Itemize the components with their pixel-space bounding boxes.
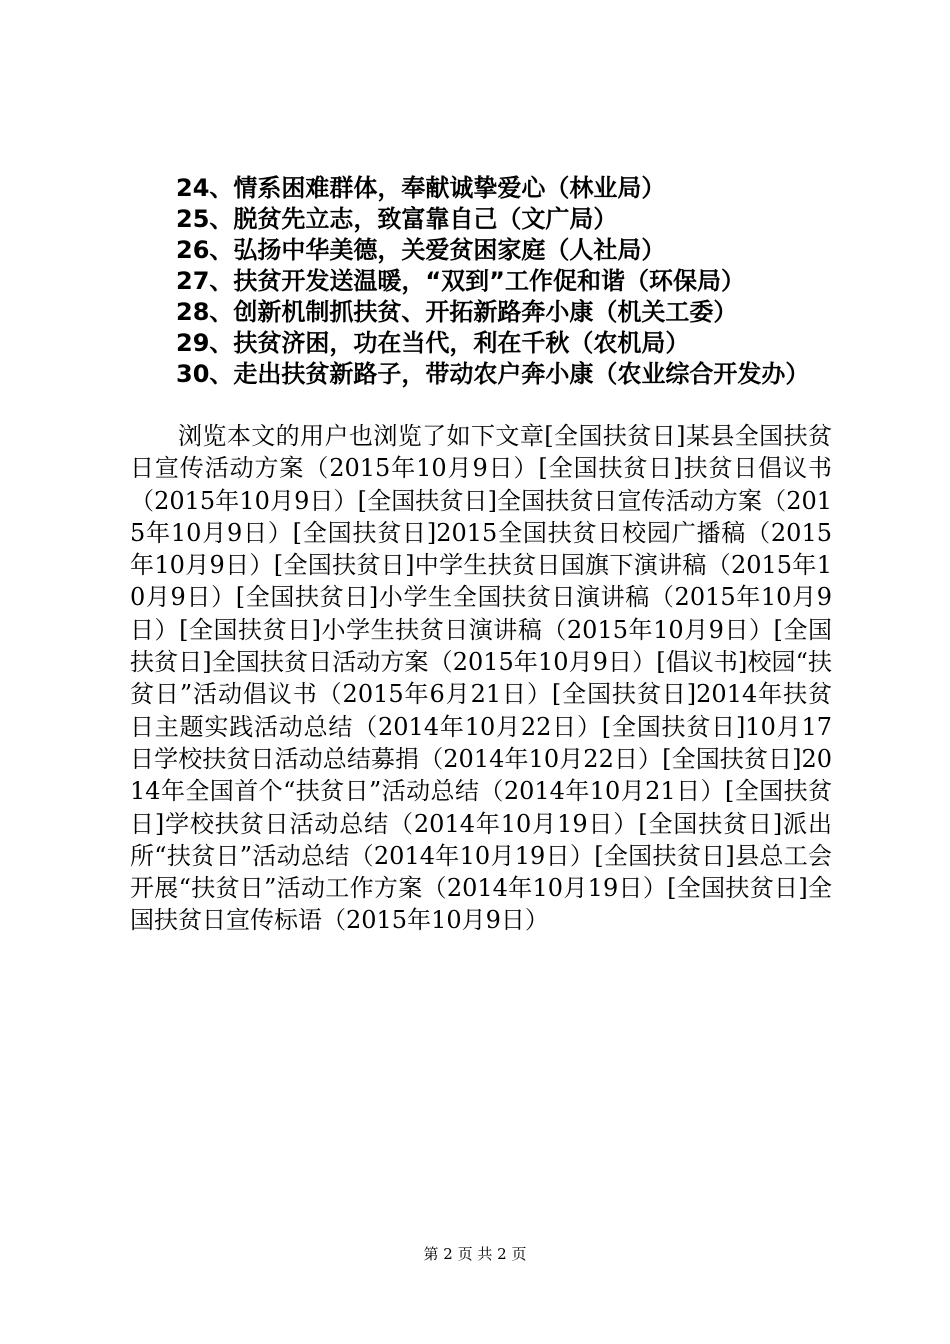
slogan-item: 26、弘扬中华美德，关爱贫困家庭（人社局）: [176, 236, 666, 264]
slogan-item: 25、脱贫先立志，致富靠自己（文广局）: [176, 205, 618, 233]
slogan-list: [130, 173, 830, 390]
slogan-item: 27、扶贫开发送温暖，“双到”工作促和谐（环保局）: [176, 267, 745, 295]
slogan-item: 28、创新机制抓扶贫、开拓新路奔小康（机关工委）: [176, 298, 738, 326]
page-footer: 第 2 页 共 2 页: [423, 1245, 527, 1263]
related-articles-paragraph: 浏览本文的用户也浏览了如下文章[全国扶贫日]某县全国扶贫日宣传活动方案（2015年10月9日）[全国扶贫日]扶贫日倡议书（2015年10月9日）[全国扶贫日]全国扶贫日宣传活动方案（2015年10月9日）[全国扶贫日]2015全国扶贫日校园广播稿（2015年10月9日）[全国扶贫日]中学生扶贫日国旗下演讲稿（2015年10月9日）[全国扶贫日]小学生全国扶贫日演讲稿（2015年10月9日）[全国扶贫日]小学生扶贫日演讲稿（2015年10月9日）[全国扶贫日]全国扶贫日活动方案（2015年10月9日）[倡议书]校园“扶贫日”活动倡议书（2015年6月21日）[全国扶贫日]2014年扶贫日主题实践活动总结（2014年10月22日）[全国扶贫日]10月17日学校扶贫日活动总结募捐（2014年10月22日）[全国扶贫日]2014年全国首个“扶贫日”活动总结（2014年10月21日）[全国扶贫日]学校扶贫日活动总结（2014年10月19日）[全国扶贫日]派出所“扶贫日”活动总结（2014年10月19日）[全国扶贫日]县总工会开展“扶贫日”活动工作方案（2014年10月19日）[全国扶贫日]全国扶贫日宣传标语（2015年10月9日）: [130, 422, 832, 935]
slogan-item: 24、情系困难群体，奉献诚挚爱心（林业局）: [176, 174, 666, 202]
slogan-item: 30、走出扶贫新路子，带动农户奔小康（农业综合开发办）: [176, 360, 810, 388]
slogan-item: 29、扶贫济困，功在当代，利在千秋（农机局）: [176, 329, 690, 357]
